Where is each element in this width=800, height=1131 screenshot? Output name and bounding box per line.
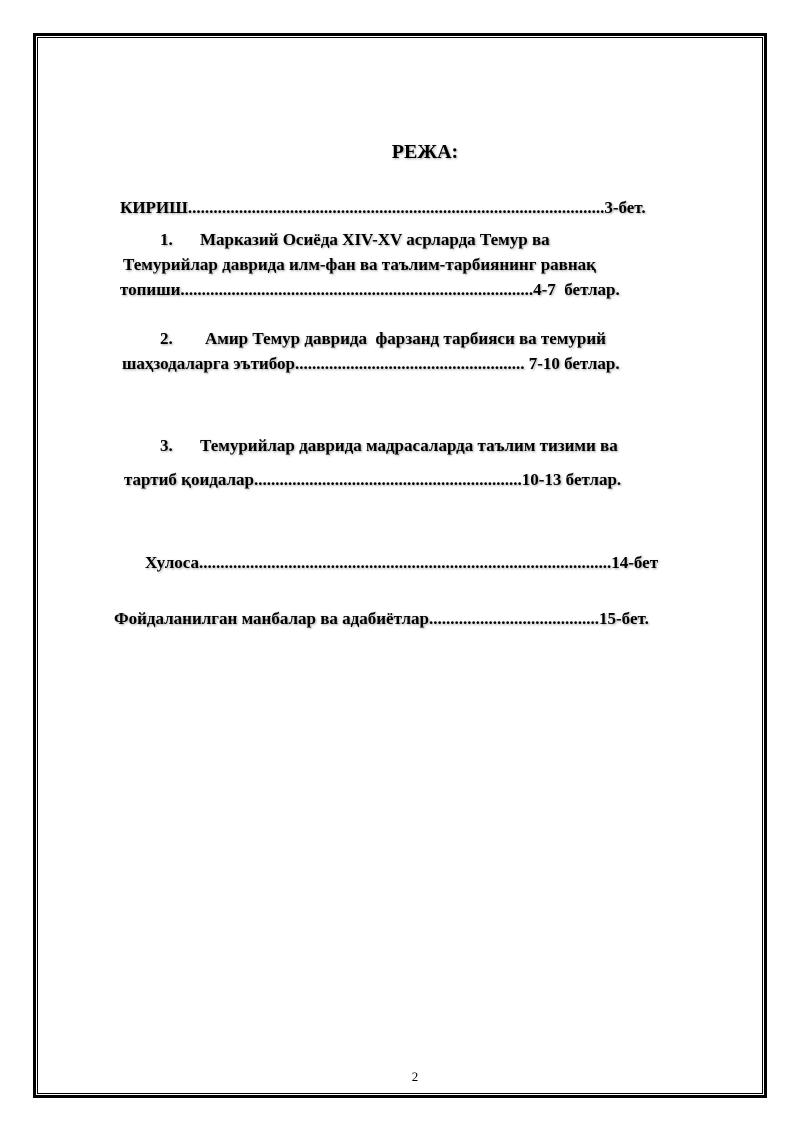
toc-references: Фойдаланилган манбалар ва адабиётлар........................................15-бет.: [114, 609, 649, 628]
toc-item-3-number: 3.: [160, 436, 173, 455]
toc-item-1-line-1: Марказий Осиёда XIV-XV асрларда Темур ва: [200, 230, 550, 249]
toc-item-3-line-2: тартиб қоидалар...............................................................10-13 бетлар.: [124, 470, 622, 489]
toc-item-2-number: 2.: [160, 329, 173, 348]
toc-item-2-line-1: Амир Темур даврида фарзанд тарбияси ва темурий: [205, 329, 606, 348]
toc-item-1-line-2: Темурийлар даврида илм-фан ва таълим-тарбиянинг равнақ: [123, 255, 596, 274]
page-number: 2: [411, 1069, 419, 1084]
toc-item-2-line-2: шаҳзодаларга эътибор...................................................... 7-10 бетлар.: [122, 354, 620, 373]
toc-item-3-line-1: Темурийлар даврида мадрасаларда таълим тизими ва: [200, 436, 618, 455]
toc-conclusion: Хулоса.................................................................................................14-бет: [145, 553, 659, 572]
toc-item-1-number: 1.: [160, 230, 173, 249]
page-title: РЕЖА:: [391, 141, 459, 163]
toc-intro: КИРИШ..................................................................................................3-бет.: [120, 198, 646, 217]
toc-item-1-line-3: топиши...................................................................................4-7 бетлар.: [120, 280, 620, 299]
